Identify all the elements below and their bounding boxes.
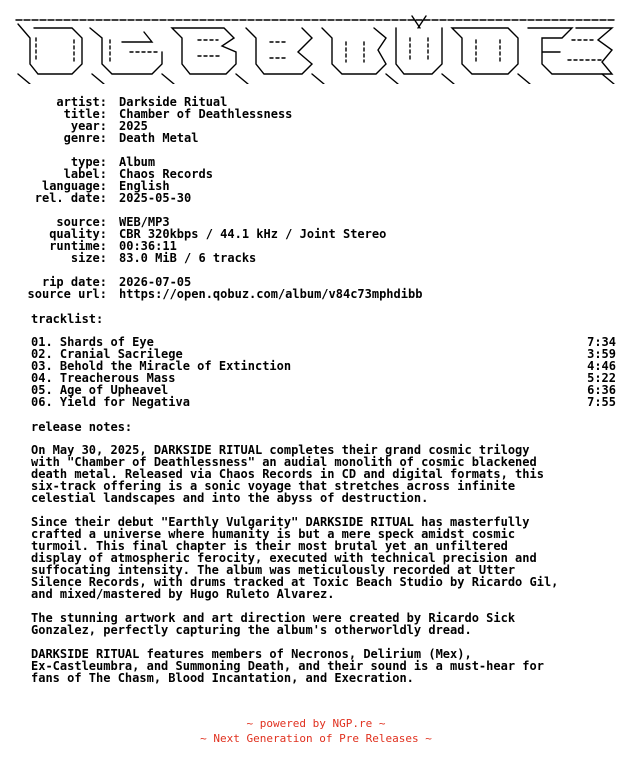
detail-value: 00:36:11	[119, 239, 177, 253]
track-title: 03. Behold the Miracle of Extinction	[31, 359, 292, 373]
detail-key: rip date:	[41, 275, 107, 289]
track-duration: 3:59	[587, 347, 616, 361]
detail-value: CBR 320kbps / 44.1 kHz / Joint Stereo	[119, 227, 387, 241]
detail-key: size:	[70, 251, 107, 265]
detail-row	[0, 288, 632, 300]
detail-key: genre:	[63, 131, 107, 145]
tracklist-heading: tracklist:	[31, 312, 104, 326]
detail-value: English	[119, 179, 170, 193]
detail-value: 2025-05-30	[119, 191, 192, 205]
detail-key: rel. date:	[34, 191, 107, 205]
track-duration: 6:36	[587, 383, 616, 397]
track-title: 04. Treacherous Mass	[31, 371, 176, 385]
track-title: 01. Shards of Eye	[31, 335, 154, 349]
detail-value: Chamber of Deathlessness	[119, 107, 293, 121]
footer-tagline: ~ Next Generation of Pre Releases ~	[200, 732, 432, 745]
track-duration: 4:46	[587, 359, 616, 373]
track-title: 02. Cranial Sacrilege	[31, 347, 183, 361]
track-duration: 7:34	[587, 335, 616, 349]
release-notes-paragraph: The stunning artwork and art direction were created by Ricardo Sick Gonzalez, perfectly capturing the album's otherworldly dread.	[31, 611, 516, 637]
track-title: 05. Age of Upheavel	[31, 383, 169, 397]
track-title: 06. Yield for Negativa	[31, 395, 190, 409]
detail-key: label:	[63, 167, 107, 181]
detail-value: 2025	[119, 119, 148, 133]
detail-key: artist:	[56, 95, 107, 109]
release-notes-paragraph: On May 30, 2025, DARKSIDE RITUAL completes their grand cosmic trilogy with "Chamber of Deathlessness" an audial monolith of cosmic blackened death metal. Released via Chaos Records in CD and digital formats, this six-track offering is a sonic voyage that stretches across infinite celestial landscapes and into the abyss of destruction.	[31, 443, 544, 505]
detail-value: Chaos Records	[119, 167, 213, 181]
track-duration: 5:22	[587, 371, 616, 385]
detail-key: title:	[63, 107, 107, 121]
detail-row	[0, 192, 632, 204]
detail-value: Death Metal	[119, 131, 199, 145]
release-notes-heading: release notes:	[31, 420, 133, 434]
detail-key: source:	[56, 215, 107, 229]
detail-key: source url:	[27, 287, 107, 301]
track-row	[0, 396, 632, 408]
detail-row	[0, 132, 632, 144]
footer-powered-by: ~ powered by NGP.re ~	[246, 717, 386, 730]
detail-key: language:	[41, 179, 107, 193]
ascii-art-logo	[12, 12, 620, 84]
detail-key: runtime:	[49, 239, 107, 253]
detail-key: type:	[70, 155, 107, 169]
detail-key: year:	[70, 119, 107, 133]
detail-value: Darkside Ritual	[119, 95, 228, 109]
detail-value: 83.0 MiB / 6 tracks	[119, 251, 257, 265]
detail-value: 2026-07-05	[119, 275, 192, 289]
detail-key: quality:	[49, 227, 107, 241]
detail-row	[0, 252, 632, 264]
release-notes-paragraph: DARKSIDE RITUAL features members of Necronos, Delirium (Mex), Ex-Castleumbra, and Summoning Death, and their sound is a must-hear for fans of The Chasm, Blood Incantation, and Execration.	[31, 647, 544, 685]
detail-value: WEB/MP3	[119, 215, 170, 229]
release-notes-paragraph: Since their debut "Earthly Vulgarity" DARKSIDE RITUAL has masterfully crafted a universe where humanity is but a mere speck amidst cosmic turmoil. This final chapter is their most brutal yet an unfiltered display of atmospheric ferocity, executed with technical precision and suffocating intensity. The album was meticulously recorded at Utter Silence Records, with drums tracked at Toxic Beach Studio by Ricardo Gil, and mixed/mastered by Hugo Ruleto Alvarez.	[31, 515, 559, 601]
track-duration: 7:55	[587, 395, 616, 409]
detail-value: Album	[119, 155, 156, 169]
detail-value: https://open.qobuz.com/album/v84c73mphdibb	[119, 287, 423, 301]
